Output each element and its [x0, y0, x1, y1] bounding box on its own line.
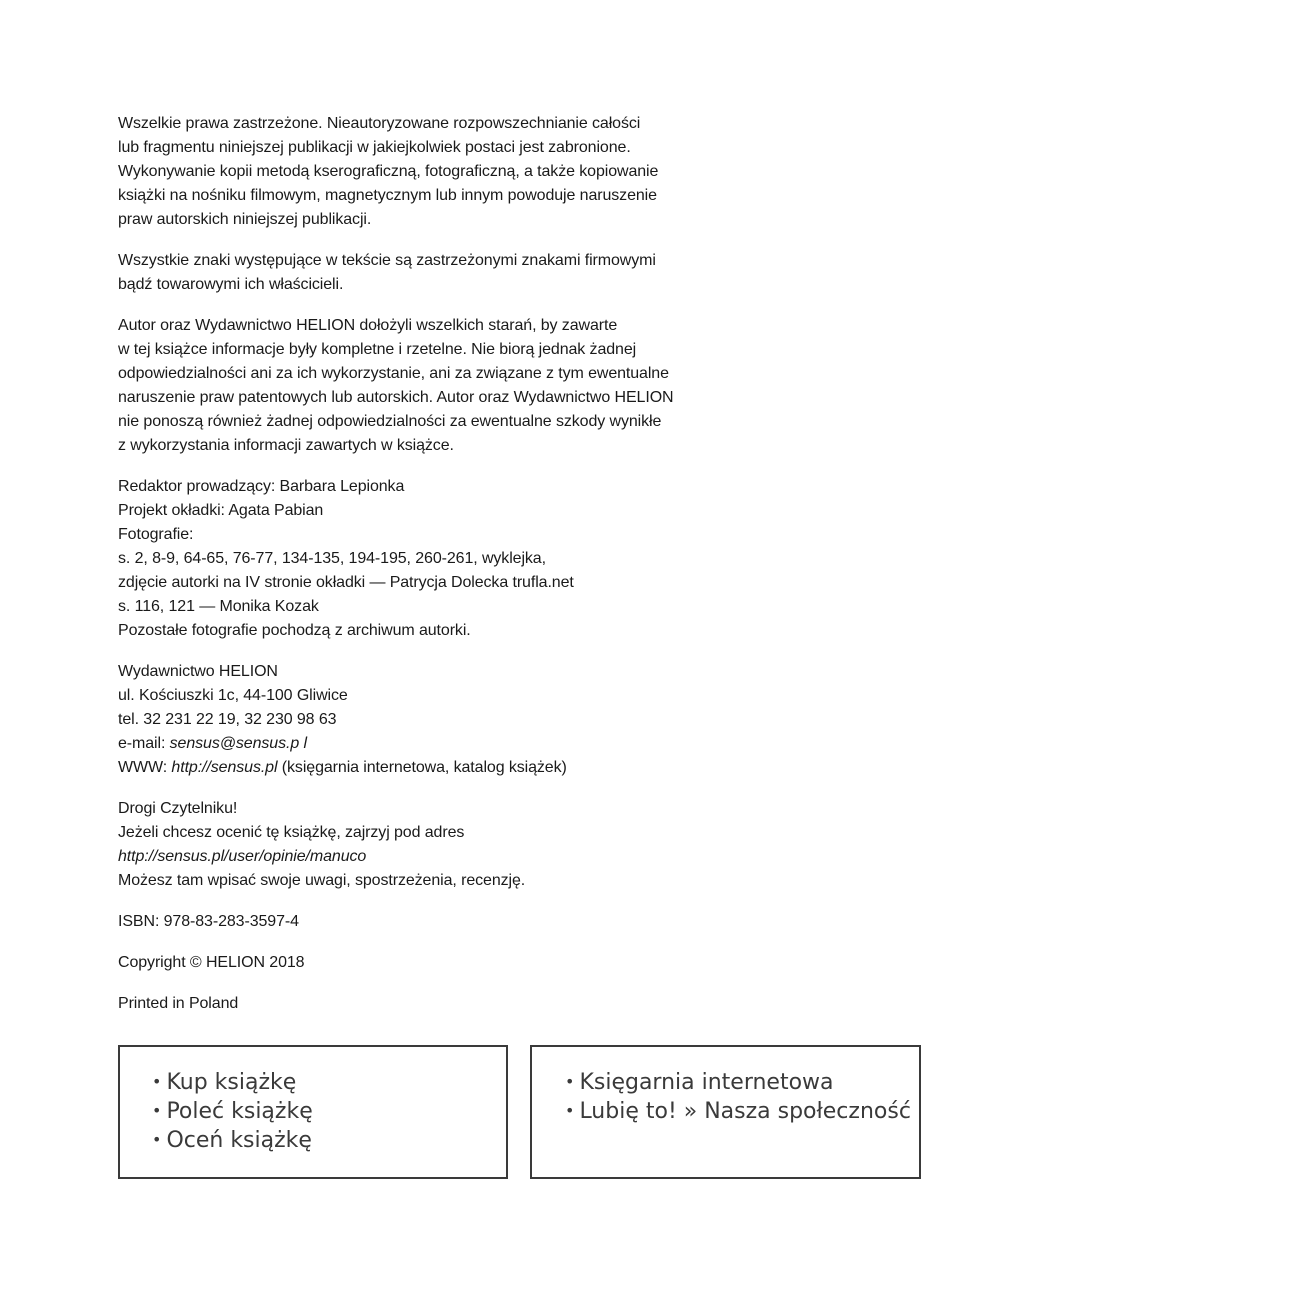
book-actions-box	[118, 1045, 508, 1179]
photos-credit: s. 116, 121 — Monika Kozak	[118, 598, 319, 615]
publisher-phone: tel. 32 231 22 19, 32 230 98 63	[118, 711, 337, 728]
bullet-icon: •	[565, 1072, 575, 1091]
www-link[interactable]: http://sensus.pl	[171, 759, 278, 776]
editor-credit: Redaktor prowadzący: Barbara Lepionka	[118, 478, 405, 495]
www-label: WWW:	[118, 759, 172, 776]
text-line: odpowiedzialności ani za ich wykorzystanie, ani za związane z tym ewentualne	[118, 365, 669, 382]
bullet-icon: •	[152, 1130, 162, 1149]
bullet-icon: •	[565, 1101, 575, 1120]
book-actions-list	[152, 1069, 313, 1156]
community-link[interactable]: • Lubię to! » Nasza społeczność	[565, 1099, 911, 1124]
copyright-page	[118, 112, 818, 1033]
photos-credit: zdjęcie autorki na IV stronie okładki — Patrycja Dolecka trufla.net	[118, 574, 574, 591]
text-line: bądź towarowymi ich właścicieli.	[118, 276, 344, 293]
printed-in: Printed in Poland	[118, 995, 239, 1012]
review-link[interactable]: http://sensus.pl/user/opinie/manuco	[118, 848, 367, 865]
text-line: w tej książce informacje były kompletne i rzetelne. Nie biorą jednak żadnej	[118, 341, 637, 358]
publisher-paragraph	[118, 660, 818, 780]
bullet-icon: •	[152, 1101, 162, 1120]
text-line: Autor oraz Wydawnictwo HELION dołożyli wszelkich starań, by zawarte	[118, 317, 618, 334]
publisher-address: ul. Kościuszki 1c, 44-100 Gliwice	[118, 687, 348, 704]
photos-heading: Fotografie:	[118, 526, 194, 543]
text-line: Wszelkie prawa zastrzeżone. Nieautoryzowane rozpowszechnianie całości	[118, 115, 641, 132]
email-link[interactable]: sensus@sensus.p l	[169, 735, 307, 752]
photos-credit: s. 2, 8-9, 64-65, 76-77, 134-135, 194-195, 260-261, wyklejka,	[118, 550, 546, 567]
text-line: praw autorskich niniejszej publikacji.	[118, 211, 372, 228]
trademarks-paragraph	[118, 249, 818, 297]
credits-paragraph	[118, 475, 818, 643]
www-note: (księgarnia internetowa, katalog książek)	[277, 759, 567, 776]
text-line: książki na nośniku filmowym, magnetycznym lub innym powoduje naruszenie	[118, 187, 657, 204]
text-line: z wykorzystania informacji zawartych w książce.	[118, 437, 454, 454]
reader-note-text: Jeżeli chcesz ocenić tę książkę, zajrzyj pod adres	[118, 824, 465, 841]
reader-note-paragraph	[118, 797, 818, 893]
reader-note-text: Możesz tam wpisać swoje uwagi, spostrzeżenia, recenzję.	[118, 872, 526, 889]
disclaimer-paragraph	[118, 314, 818, 458]
text-line: Wszystkie znaki występujące w tekście są zastrzeżonymi znakami firmowymi	[118, 252, 656, 269]
text-line: lub fragmentu niniejszej publikacji w jakiejkolwiek postaci jest zabronione.	[118, 139, 631, 156]
reader-greeting: Drogi Czytelniku!	[118, 800, 238, 817]
email-label: e-mail:	[118, 735, 170, 752]
isbn: ISBN: 978-83-283-3597-4	[118, 913, 299, 930]
buy-book-link[interactable]: • Kup książkę	[152, 1070, 297, 1095]
rights-paragraph	[118, 112, 818, 232]
photos-credit: Pozostałe fotografie pochodzą z archiwum autorki.	[118, 622, 471, 639]
publisher-name: Wydawnictwo HELION	[118, 663, 278, 680]
cover-credit: Projekt okładki: Agata Pabian	[118, 502, 324, 519]
store-links-box	[530, 1045, 921, 1179]
text-line: nie ponoszą również żadnej odpowiedzialności za ewentualne szkody wynikłe	[118, 413, 662, 430]
rate-book-link[interactable]: • Oceń książkę	[152, 1128, 312, 1153]
copyright: Copyright © HELION 2018	[118, 954, 305, 971]
store-links-list	[565, 1069, 911, 1127]
recommend-book-link[interactable]: • Poleć książkę	[152, 1099, 313, 1124]
online-bookstore-link[interactable]: • Księgarnia internetowa	[565, 1070, 834, 1095]
bullet-icon: •	[152, 1072, 162, 1091]
publisher-www-line	[118, 756, 818, 780]
text-line: Wykonywanie kopii metodą kserograficzną, fotograficzną, a także kopiowanie	[118, 163, 659, 180]
publisher-email-line	[118, 732, 818, 756]
text-line: naruszenie praw patentowych lub autorskich. Autor oraz Wydawnictwo HELION	[118, 389, 674, 406]
